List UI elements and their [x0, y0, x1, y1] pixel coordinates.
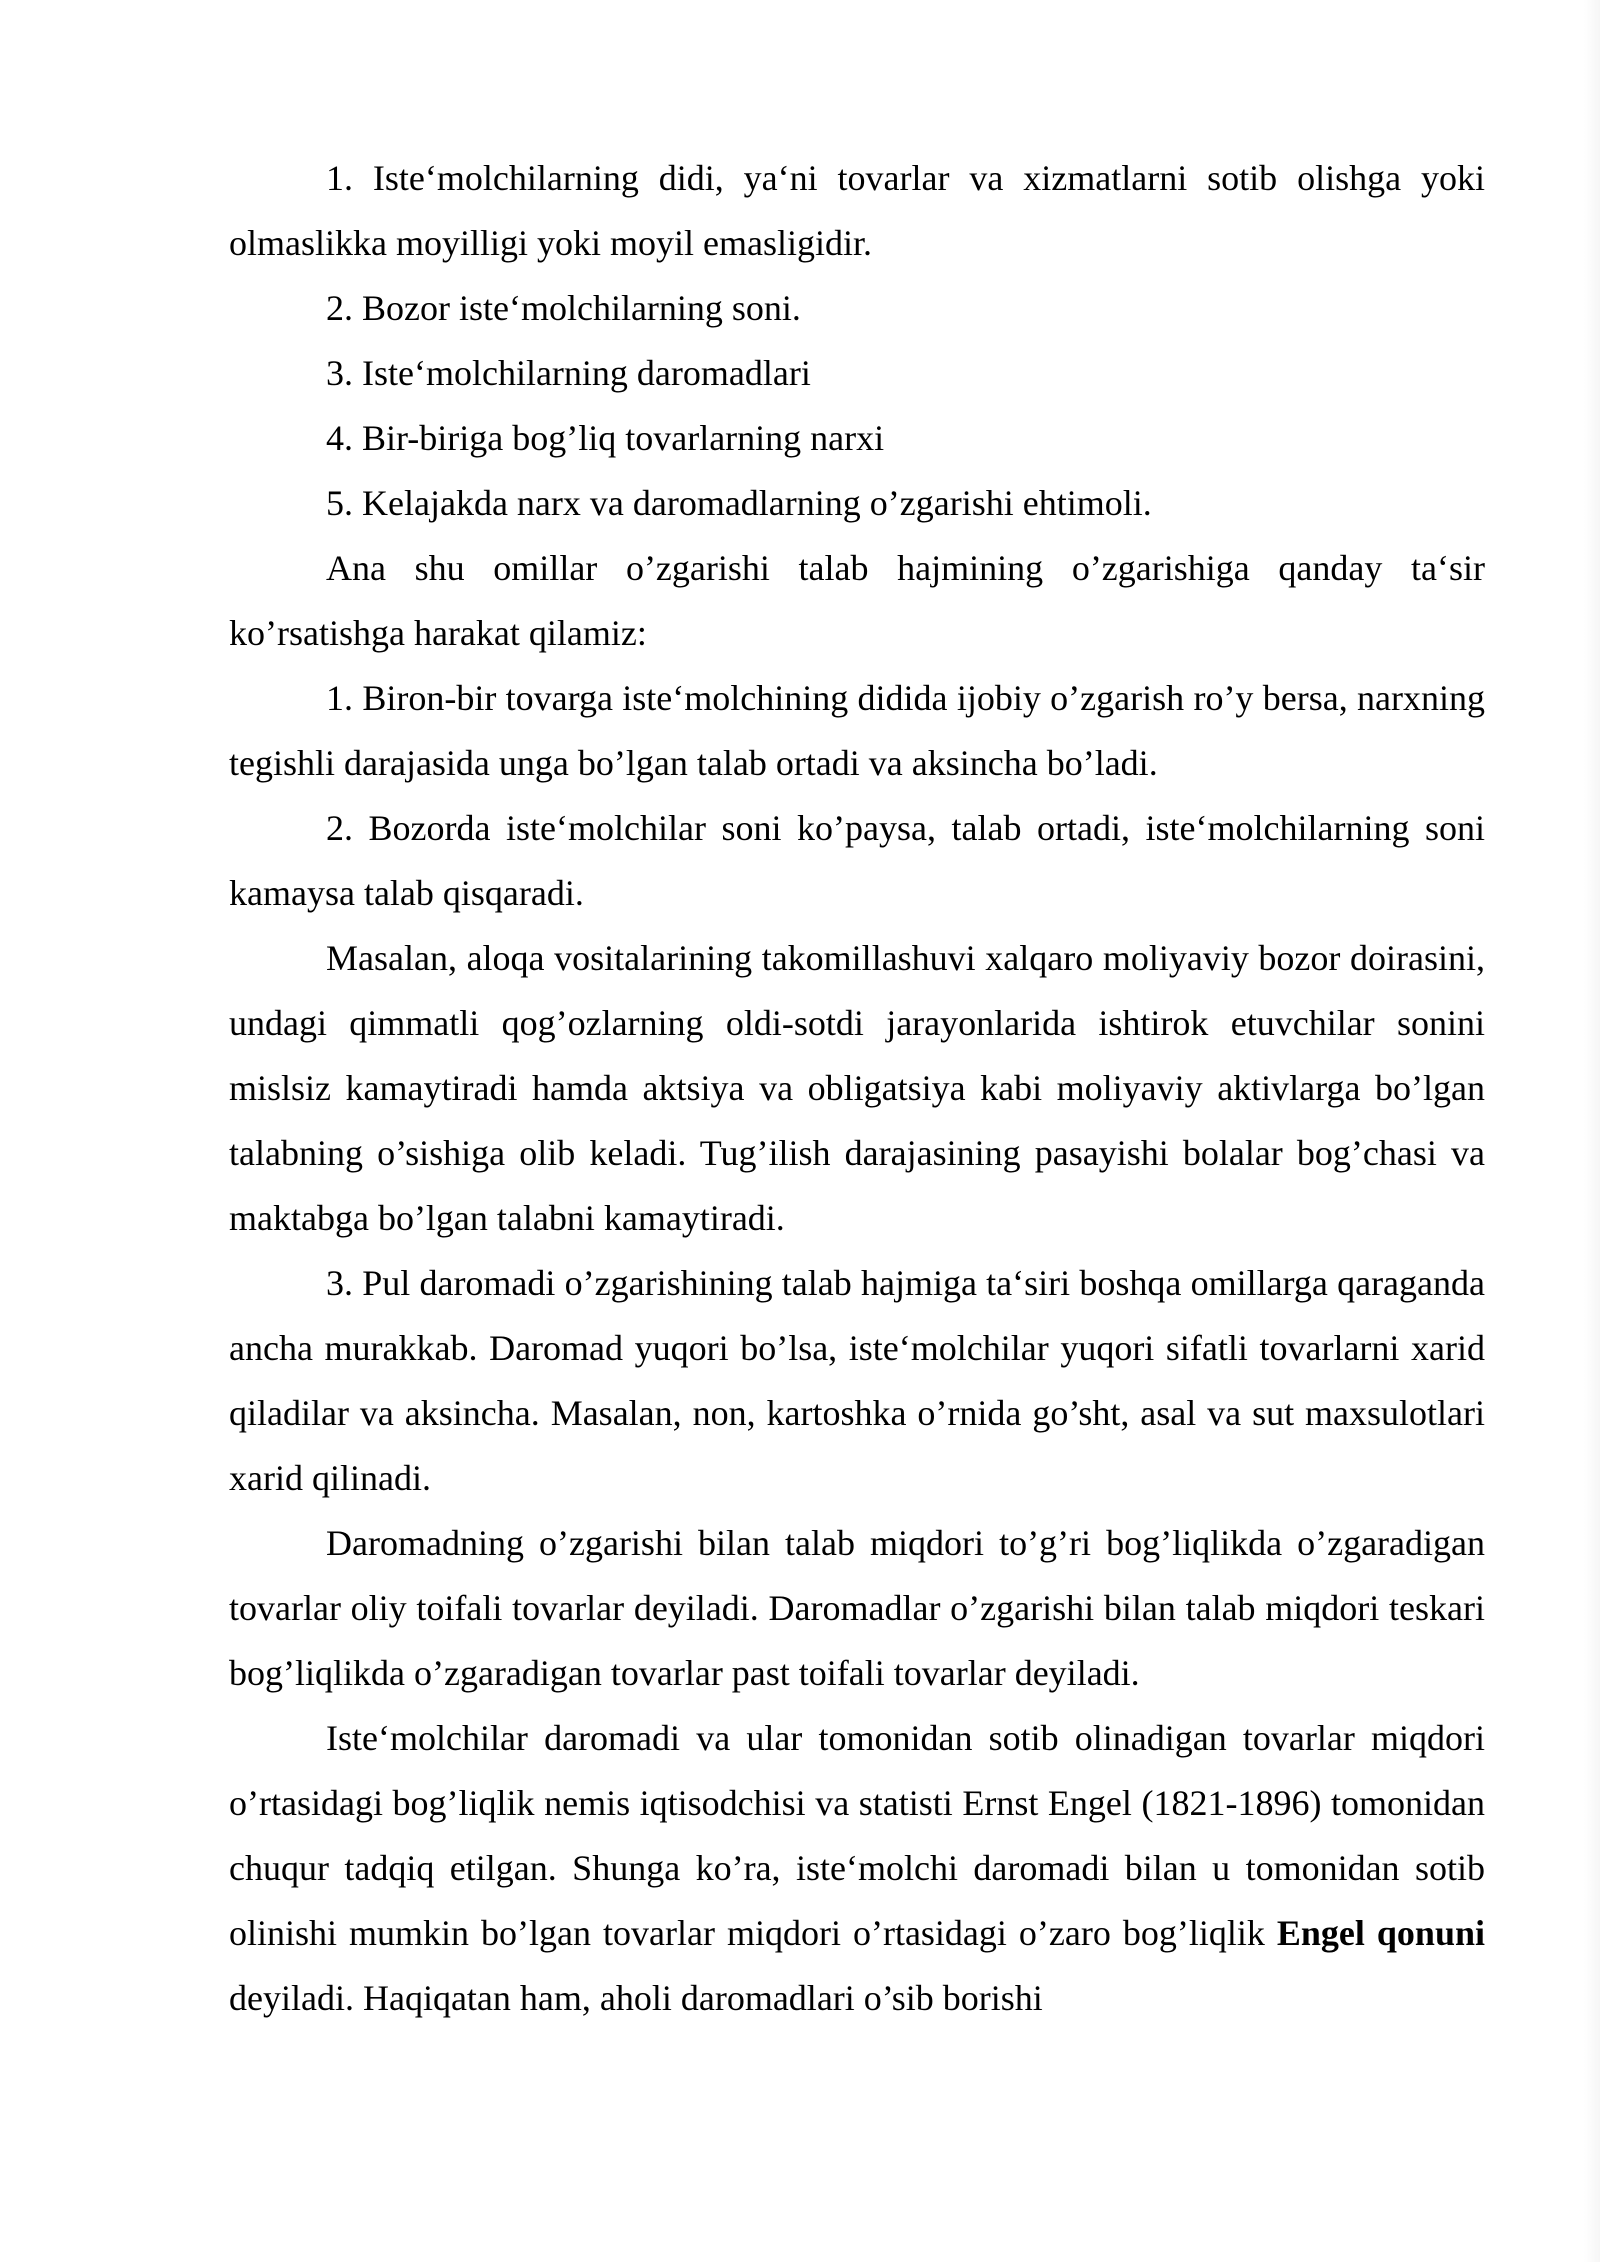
page-edge-shadow — [1584, 0, 1600, 2262]
paragraph-example: Masalan, aloqa vositalarining takomillashuvi xalqaro moliyaviy bozor doirasini, undagi qimmatli qog’ozlarning oldi-sotdi jarayonlarida ishtirok etuvchilar sonini mislsiz kamaytiradi hamda aktsiya va obligatsiya kabi moliyaviy aktivlarga bo’lgan talabning o’sishiga olib keladi. Tug’ilish darajasining pasayishi bolalar bog’chasi va maktabga bo’lgan talabni kamaytiradi. — [229, 938, 1485, 1238]
paragraph-factor-2: 2. Bozor iste‘molchilarning soni. — [326, 288, 801, 328]
engel-text-before: Iste‘molchilar daromadi va ular tomonidan sotib olinadigan tovarlar miqdori o’rtasidagi bog’liqlik nemis iqtisodchisi va statisti Ernst Engel (1821-1896) tomonidan chuqur tadqiq etilgan. Shunga ko’ra, iste‘molchi daromadi bilan u tomonidan sotib olinishi mumkin bo’lgan tovarlar miqdori o’rtasidagi o’zaro bog’liqlik — [229, 1718, 1485, 1953]
paragraph-intro: Ana shu omillar o’zgarishi talab hajmining o’zgarishiga qanday ta‘sir ko’rsatishga harakat qilamiz: — [229, 548, 1485, 653]
document-body — [229, 146, 1485, 2031]
paragraph-engel — [229, 1706, 1485, 2031]
paragraph-factor-3: 3. Iste‘molchilarning daromadlari — [326, 353, 811, 393]
paragraph-factor-5: 5. Kelajakda narx va daromadlarning o’zgarishi ehtimoli. — [326, 483, 1152, 523]
engel-text-after: deyiladi. Haqiqatan ham, aholi daromadlari o’sib borishi — [229, 1978, 1043, 2018]
paragraph-effect-3: 3. Pul daromadi o’zgarishining talab hajmiga ta‘siri boshqa omillarga qaraganda ancha murakkab. Daromad yuqori bo’lsa, iste‘molchilar yuqori sifatli tovarlarni xarid qiladilar va aksincha. Masalan, non, kartoshka o’rnida go’sht, asal va sut maxsulotlari xarid qilinadi. — [229, 1263, 1485, 1498]
paragraph-factor-1: 1. Iste‘molchilarning didi, ya‘ni tovarlar va xizmatlarni sotib olishga yoki olmaslikka moyilligi yoki moyil emasligidir. — [229, 158, 1485, 263]
paragraph-effect-1: 1. Biron-bir tovarga iste‘molchining didida ijobiy o’zgarish ro’y bersa, narxning tegishli darajasida unga bo’lgan talab ortadi va aksincha bo’ladi. — [229, 678, 1485, 783]
engel-law-term: Engel qonuni — [1276, 1913, 1485, 1953]
paragraph-goods-types: Daromadning o’zgarishi bilan talab miqdori to’g’ri bog’liqlikda o’zgaradigan tovarlar oliy toifali tovarlar deyiladi. Daromadlar o’zgarishi bilan talab miqdori teskari bog’liqlikda o’zgaradigan tovarlar past toifali tovarlar deyiladi. — [229, 1523, 1485, 1693]
paragraph-factor-4: 4. Bir-biriga bog’liq tovarlarning narxi — [326, 418, 885, 458]
paragraph-effect-2: 2. Bozorda iste‘molchilar soni ko’paysa, talab ortadi, iste‘molchilarning soni kamaysa talab qisqaradi. — [229, 808, 1485, 913]
